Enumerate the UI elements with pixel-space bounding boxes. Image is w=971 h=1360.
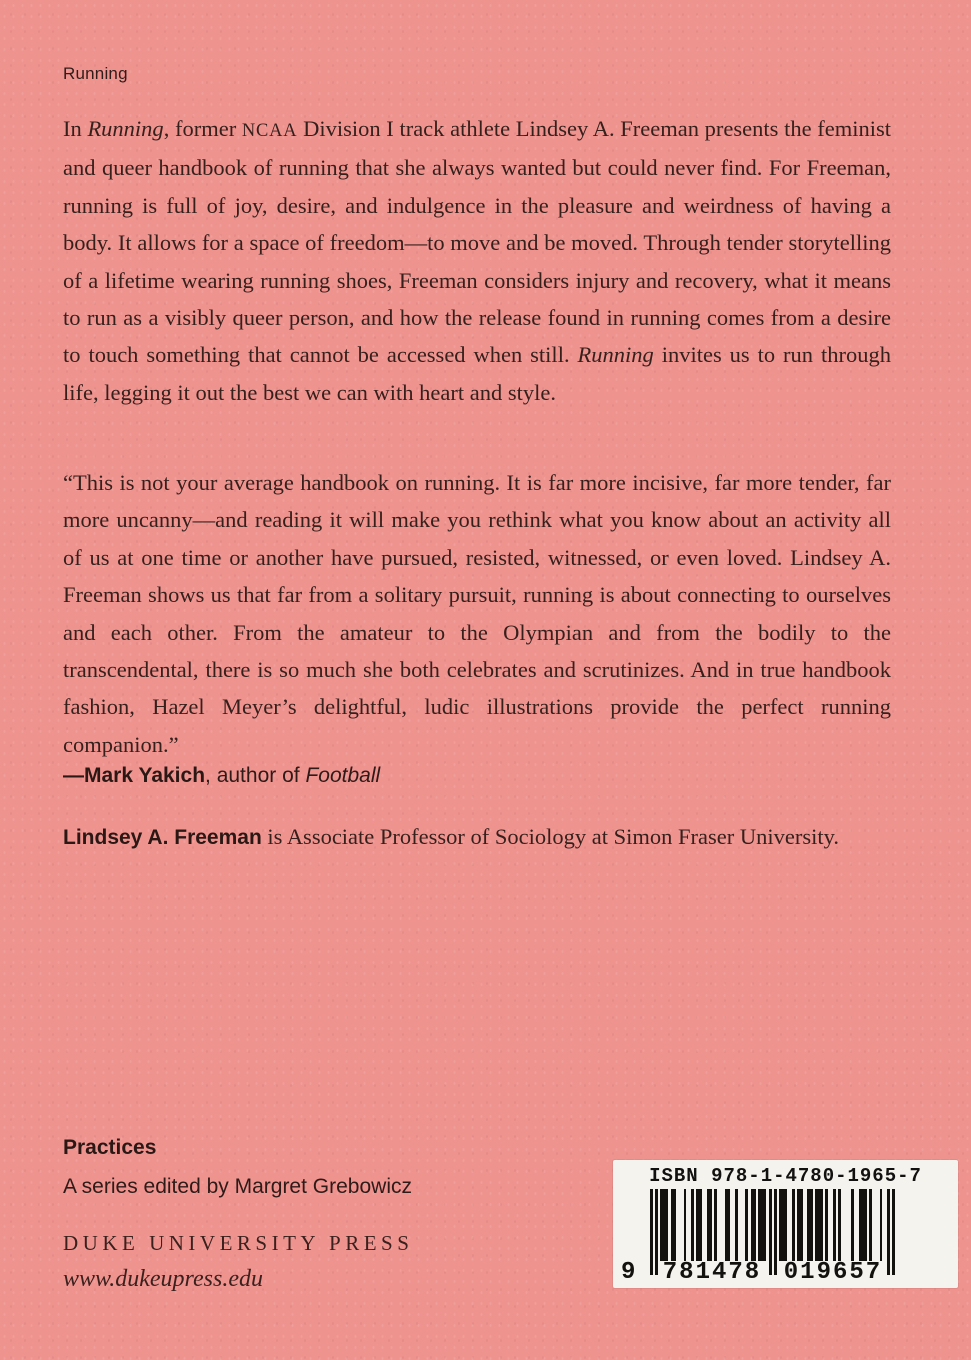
series-editor-line: A series edited by Margret Grebowicz bbox=[63, 1175, 412, 1198]
isbn-label: ISBN 978-1-4780-1965-7 bbox=[649, 1165, 922, 1187]
series-name: Practices bbox=[63, 1136, 157, 1159]
isbn-barcode bbox=[613, 1160, 958, 1288]
category-label: Running bbox=[63, 64, 128, 83]
barcode-numbers bbox=[613, 1259, 958, 1287]
publisher-website: www.dukeupress.edu bbox=[63, 1266, 263, 1292]
description-paragraph: In Running, former NCAA Division I track athlete Lindsey A. Freeman presents the feminist and queer handbook of running that she always wanted but could never find. For Freeman, running is full of joy, desire, and indulgence in the pleasure and weirdness of having a body. It allows for a space of freedom—to move and be moved. Through tender storytelling of a lifetime wearing running shoes, Freeman considers injury and recovery, what it means to run as a visibly queer person, and how the release found in running comes from a desire to touch something that cannot be accessed when still. Running invites us to run through life, legging it out the best we can with heart and style. bbox=[63, 116, 892, 405]
author-bio: Lindsey A. Freeman is Associate Professor of Sociology at Simon Fraser University. bbox=[63, 824, 840, 849]
review-attribution: —Mark Yakich, author of Football bbox=[63, 764, 381, 787]
barcode-digits-left: 781478 bbox=[662, 1259, 762, 1286]
barcode-digits-right: 019657 bbox=[783, 1259, 883, 1286]
publisher-name: DUKE UNIVERSITY PRESS bbox=[63, 1231, 414, 1255]
review-quote: “This is not your average handbook on running. It is far more incisive, far more tender, far more uncanny—and reading it will make you rethink what you know about an activity all of us at one time or another have pursued, resisted, witnessed, or even loved. Lindsey A. Freeman shows us that far from a solitary pursuit, running is about connecting to ourselves and each other. From the amateur to the Olympian and from the bodily to the transcendental, there is so much she both celebrates and scrutinizes. And in true handbook fashion, Hazel Meyer’s delightful, ludic illustrations provide the perfect running companion.” bbox=[63, 470, 891, 757]
barcode-digit-lead: 9 bbox=[621, 1259, 638, 1286]
